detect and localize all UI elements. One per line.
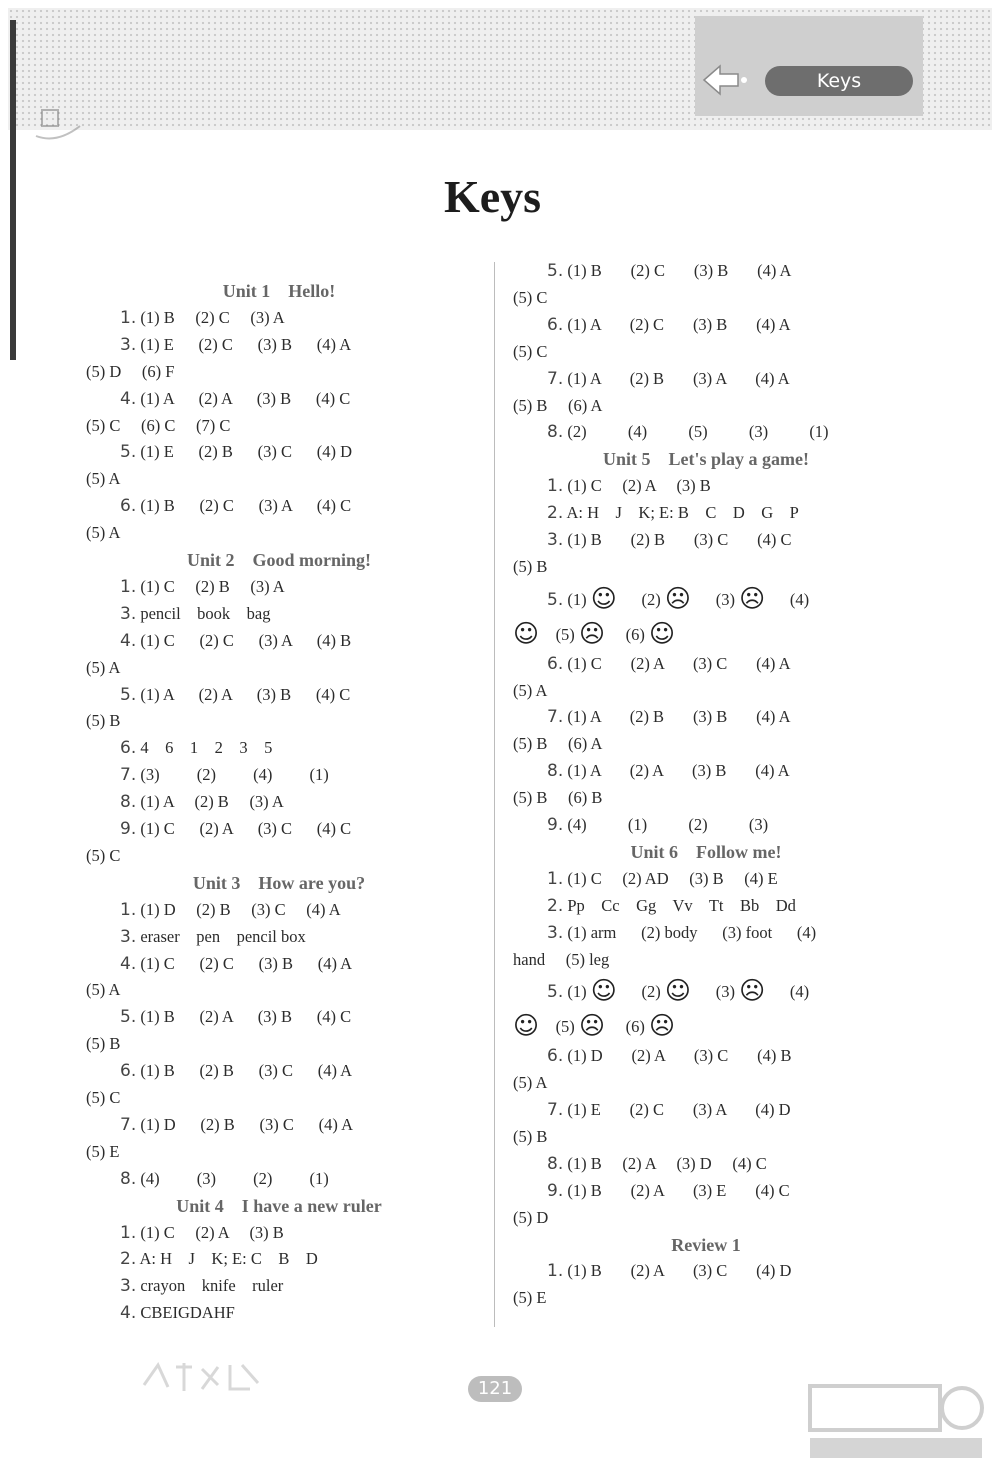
question-number: 9. <box>547 815 564 835</box>
sad-face-icon: ☹ <box>578 618 605 648</box>
answer-text: (1) A (2) B (3) B (4) A <box>563 707 791 727</box>
question-number: 5. <box>547 982 564 1003</box>
answer-text: A: H J K; E: B C D G P <box>563 503 799 523</box>
answer-line <box>120 738 272 758</box>
answer-text: (1) B (2) A (3) C (4) D <box>563 1261 792 1281</box>
answer-text: (1) B (2) B (3) C (4) A <box>136 1061 353 1081</box>
answer-text: (1) C (2) A (3) C (4) C <box>136 819 352 838</box>
answer-line: (5) B <box>513 556 548 576</box>
answer-line <box>120 1276 283 1296</box>
answer-line <box>120 954 352 974</box>
answer-text: (3) (2) (4) (1) <box>136 765 329 785</box>
question-number: 5. <box>120 1007 137 1028</box>
answer-line <box>120 1223 284 1243</box>
question-number: 5. <box>547 261 564 281</box>
answer-line <box>547 530 791 550</box>
answer-text: (1) B (2) B (3) C (4) C <box>563 530 792 549</box>
sad-face-icon: ☹ <box>739 583 766 613</box>
section-tab-keys: Keys <box>765 66 913 96</box>
answer-line: (5) B (6) A <box>513 734 603 754</box>
question-number: 8. <box>547 761 564 782</box>
answer-line: (5) B <box>513 1126 548 1146</box>
answer-text: (1) A (2) B (3) A (4) A <box>563 368 790 388</box>
answer-line <box>120 685 350 705</box>
answer-text: crayon knife ruler <box>136 1276 284 1296</box>
question-number: 2. <box>547 503 564 524</box>
answer-text: eraser pen pencil box <box>136 926 306 946</box>
smiley-face-icon: ☺ <box>513 618 540 648</box>
answer-text: (1) C (2) B (3) A <box>136 576 285 596</box>
answer-text: (1) E (2) C (3) A (4) D <box>563 1100 791 1119</box>
question-number: 9. <box>547 1180 564 1201</box>
answer-text: (1) B (2) C (3) A <box>136 307 285 327</box>
answer-line: (5) A <box>86 469 121 489</box>
answer-line <box>120 1007 351 1027</box>
answer-line <box>547 1181 790 1201</box>
answer-line <box>120 1115 353 1135</box>
answer-text: CBEIGDAHF <box>136 1303 235 1323</box>
answer-text: (1) C (2) A (3) C (4) A <box>563 653 791 673</box>
answer-line: (5) C (6) C (7) C <box>86 415 231 435</box>
answer-line <box>547 315 791 335</box>
answer-line: (5) B (6) B <box>513 788 603 808</box>
watermark-stamp <box>138 1355 268 1399</box>
smiley-face-icon: ☺ <box>590 583 617 613</box>
answer-text: (1) A (2) B (3) A <box>136 792 284 812</box>
answer-line <box>547 1046 791 1066</box>
answer-line <box>120 1169 329 1189</box>
question-number: 7. <box>120 1114 137 1135</box>
answer-line <box>547 476 711 496</box>
smiley-face-icon: ☺ <box>590 976 617 1006</box>
question-number: 3. <box>120 603 137 624</box>
sad-face-icon: ☹ <box>739 976 766 1006</box>
question-number: 2. <box>120 1249 137 1270</box>
question-number: 8. <box>120 792 137 813</box>
answer-line <box>547 1261 791 1281</box>
answer-text: (1) A (2) A (3) B (4) C <box>136 684 351 704</box>
answer-text: Pp Cc Gg Vv Tt Bb Dd <box>563 895 796 915</box>
answer-line: (5) A <box>513 1073 548 1093</box>
question-number: 1. <box>120 1222 137 1243</box>
answer-text: (1) A (2) A (3) B (4) A <box>563 761 790 781</box>
answer-line <box>547 1154 767 1174</box>
answer-line <box>120 308 285 328</box>
answer-line: (5) B <box>86 711 121 731</box>
answer-line <box>120 1303 235 1323</box>
unit-heading: Unit 4 I have a new ruler <box>176 1195 382 1216</box>
question-number: 1. <box>547 476 564 497</box>
answer-text: (1) B (2) C (3) A (4) C <box>136 496 352 516</box>
answer-text: A: H J K; E: C B D <box>136 1249 318 1269</box>
answer-line: (5) E <box>513 1288 547 1308</box>
question-number: 6. <box>547 653 564 674</box>
question-number: 9. <box>120 819 137 839</box>
question-number: 3. <box>547 530 564 550</box>
answer-text: (1) B (2) A (3) D (4) C <box>563 1153 767 1173</box>
answer-line: (5) E <box>86 1141 120 1161</box>
answer-line <box>547 896 796 916</box>
answer-line <box>120 1061 352 1081</box>
unit-heading: Unit 5 Let's play a game! <box>603 449 809 470</box>
answer-text: pencil book bag <box>136 603 271 623</box>
answer-line <box>120 1249 318 1269</box>
answer-text: (1) B (2) C (3) B (4) A <box>563 261 792 280</box>
question-number: 2. <box>547 895 564 916</box>
answer-line <box>547 654 791 674</box>
answer-line <box>547 422 829 442</box>
answer-text: (2) (4) (5) (3) (1) <box>563 422 829 442</box>
answer-text: (1) B (2) A (3) B (4) C <box>136 1007 352 1027</box>
answer-line <box>120 765 329 785</box>
corner-stamp-logo <box>30 100 84 150</box>
question-number: 4. <box>120 630 137 651</box>
question-number: 1. <box>120 307 137 328</box>
answer-line <box>120 442 352 462</box>
answer-line <box>547 369 790 389</box>
answer-line: (5) C <box>86 845 121 865</box>
answer-line <box>547 869 778 889</box>
answer-line <box>547 261 791 281</box>
page-number: 121 <box>468 1376 522 1402</box>
answer-text: (1) C (2) C (3) A (4) B <box>136 630 352 650</box>
unit-heading: Unit 1 Hello! <box>222 281 336 301</box>
question-number: 6. <box>120 496 137 517</box>
answer-line <box>547 761 790 781</box>
unit-heading: Unit 3 How are you? <box>192 872 366 893</box>
answer-text: (1) D (2) B (3) C (4) A <box>136 1114 353 1134</box>
answer-line: ☺ (5) ☹ (6) ☺ <box>513 618 676 648</box>
answer-line <box>547 976 809 1005</box>
unit-heading: Unit 2 Good morning! <box>186 550 372 570</box>
answer-text: (1) ☺ (2) ☹ (3) ☹ (4) <box>563 583 810 613</box>
answer-line <box>547 923 816 943</box>
answer-line: (5) D <box>513 1207 549 1227</box>
column-divider <box>494 262 495 1327</box>
question-number: 7. <box>120 765 137 786</box>
answer-line <box>547 503 799 523</box>
answer-text: (1) D (2) B (3) C (4) A <box>136 899 341 919</box>
answer-text: (1) A (2) C (3) B (4) A <box>563 314 791 334</box>
answer-line <box>547 707 791 727</box>
answer-line <box>120 927 306 947</box>
answer-line <box>547 1100 791 1120</box>
answer-text: (1) C (2) C (3) B (4) A <box>136 953 353 973</box>
answer-line <box>120 900 341 920</box>
question-number: 8. <box>120 1168 137 1189</box>
question-number: 4. <box>120 953 137 974</box>
answer-line <box>120 335 351 355</box>
question-number: 7. <box>547 368 564 389</box>
answer-text: (1) B (2) A (3) E (4) C <box>563 1180 790 1200</box>
answer-text: (1) A (2) A (3) B (4) C <box>136 388 351 408</box>
question-number: 1. <box>547 1261 564 1282</box>
answer-text: (1) ☺ (2) ☺ (3) ☹ (4) <box>563 976 810 1006</box>
question-number: 5. <box>120 684 137 705</box>
question-number: 7. <box>547 1100 564 1120</box>
question-number: 8. <box>547 422 564 443</box>
answer-text: (1) arm (2) body (3) foot (4) <box>563 922 817 942</box>
answer-line: ☺ (5) ☹ (6) ☹ <box>513 1011 676 1041</box>
answer-text: (1) E (2) C (3) B (4) A <box>136 334 352 354</box>
page-title: Keys <box>443 171 542 222</box>
question-number: 6. <box>547 314 564 335</box>
answer-text: (4) (3) (2) (1) <box>136 1168 329 1188</box>
question-number: 3. <box>120 1276 137 1297</box>
answer-text: (1) C (2) AD (3) B (4) E <box>563 868 778 888</box>
sad-face-icon: ☹ <box>649 1011 676 1041</box>
answer-line <box>120 631 351 651</box>
sad-face-icon: ☹ <box>578 1011 605 1041</box>
answer-line: (5) D (6) F <box>86 361 175 381</box>
question-number: 8. <box>547 1153 564 1174</box>
answer-text: (4) (1) (2) (3) <box>563 815 769 834</box>
question-number: 3. <box>547 922 564 943</box>
answer-line <box>120 819 351 839</box>
question-number: 6. <box>547 1046 564 1067</box>
unit-heading: Review 1 <box>671 1234 741 1255</box>
question-number: 4. <box>120 1303 137 1324</box>
site-watermark-logo <box>800 1380 990 1465</box>
answer-text: (1) D (2) A (3) C (4) B <box>563 1046 792 1066</box>
answer-line: (5) C <box>513 287 548 307</box>
answer-line <box>120 604 271 624</box>
smiley-face-icon: ☺ <box>649 618 676 648</box>
answer-line: (5) C <box>513 341 548 361</box>
answer-line: (5) B (6) A <box>513 395 603 415</box>
question-number: 7. <box>547 707 564 728</box>
question-number: 1. <box>547 868 564 889</box>
question-number: 6. <box>120 738 137 759</box>
answer-line <box>120 389 350 409</box>
sad-face-icon: ☹ <box>664 583 691 613</box>
answer-text: (1) E (2) B (3) C (4) D <box>136 442 353 462</box>
question-number: 5. <box>547 589 564 610</box>
question-number: 1. <box>120 899 137 920</box>
question-number: 3. <box>120 926 137 947</box>
answer-line: (5) A <box>86 980 121 1000</box>
unit-heading: Unit 6 Follow me! <box>630 841 782 862</box>
answer-line <box>547 584 809 613</box>
question-number: 3. <box>120 334 137 355</box>
answer-line: (5) A <box>86 523 121 543</box>
question-number: 1. <box>120 576 137 597</box>
question-number: 6. <box>120 1061 137 1082</box>
answer-text: (1) C (2) A (3) B <box>563 476 711 496</box>
answer-line: (5) A <box>513 680 548 700</box>
question-number: 5. <box>120 442 137 463</box>
question-number: 4. <box>120 388 137 409</box>
back-arrow-icon <box>702 60 748 100</box>
answer-line <box>547 815 768 835</box>
answer-line <box>120 496 351 516</box>
answer-text: 4 6 1 2 3 5 <box>136 738 273 758</box>
answer-line <box>120 792 284 812</box>
answer-line: (5) B <box>86 1034 121 1054</box>
answer-line <box>120 577 285 597</box>
answer-line: (5) C <box>86 1088 121 1107</box>
answer-line: hand (5) leg <box>513 949 610 969</box>
answer-text: (1) C (2) A (3) B <box>136 1222 284 1242</box>
answer-line: (5) A <box>86 657 121 677</box>
smiley-face-icon: ☺ <box>513 1011 540 1041</box>
smiley-face-icon: ☺ <box>664 976 691 1006</box>
